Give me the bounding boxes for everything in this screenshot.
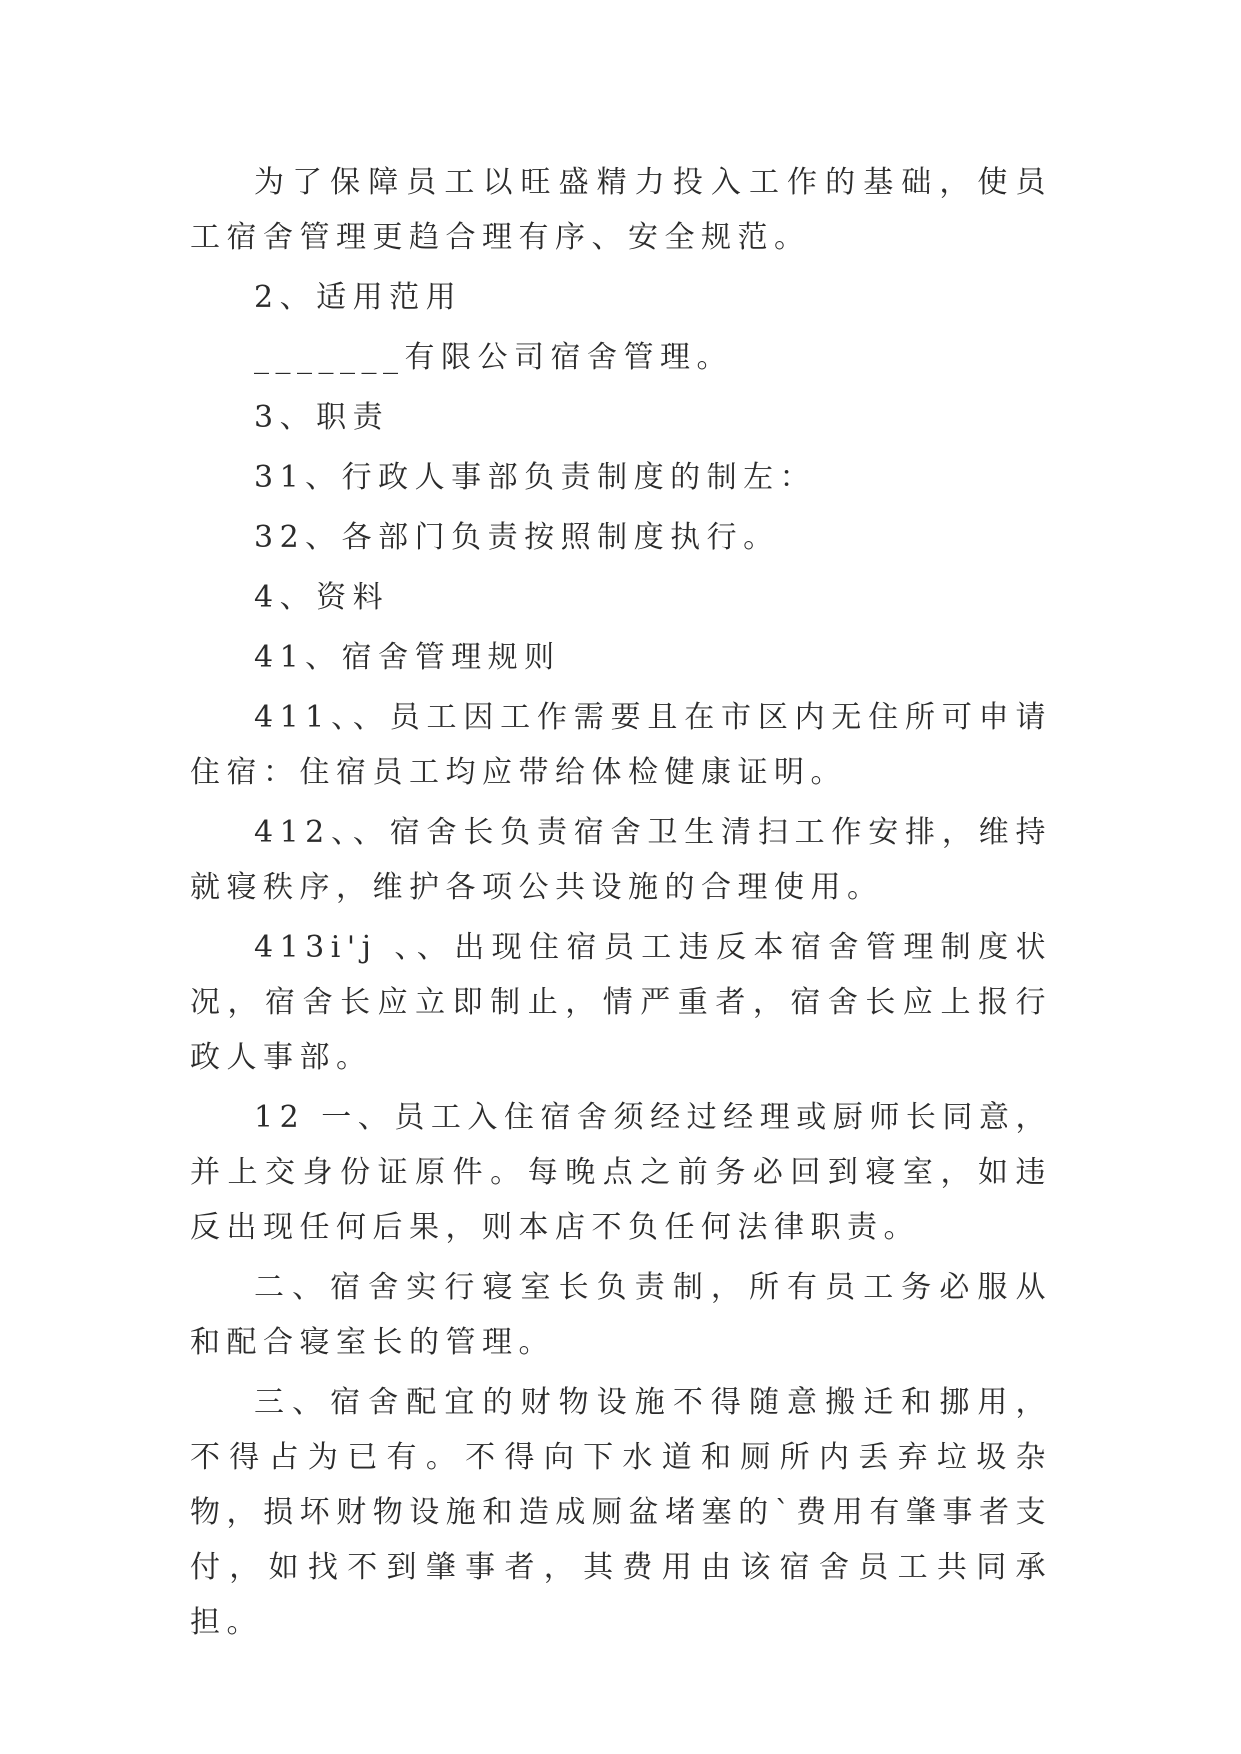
paragraph-rule-412: 412、、宿舍长负责宿舍卫生清扫工作安排，维持就寝秩序，维护各项公共设施的合理使用。: [190, 815, 1052, 905]
paragraph-rule-2: 二、宿舍实行寝室长负责制，所有员工务必服从和配合寝室长的管理。: [190, 1270, 1052, 1360]
heading-materials: 4、资料: [254, 580, 390, 615]
heading-dorm-rules: 41、宿舍管理规则: [254, 640, 561, 675]
document-body: [190, 155, 1052, 1655]
paragraph-rule-3: 三、宿舍配宜的财物设施不得随意搬迁和挪用，不得占为已有。不得向下水道和厕所内丢弃垃圾杂物，损坏财物设施和造成厕盆堵塞的`费用有肇事者支付，如找不到肇事者，其费用由该宿舍员工共同承担。: [190, 1385, 1052, 1640]
paragraph-rule-1: 12 一、员工入住宿舍须经过经理或厨师长同意，并上交身份证原件。每晚点之前务必回到寝室，如违反出现任何后果，则本店不负任何法律职责。: [190, 1100, 1052, 1245]
paragraph-purpose: 为了保障员工以旺盛精力投入工作的基础，使员工宿舍管理更趋合理有序、安全规范。: [190, 165, 1052, 255]
paragraph-duty-31: 31、行政人事部负责制度的制左：: [254, 460, 817, 495]
paragraph-duty-32: 32、各部门负责按照制度执行。: [254, 520, 780, 555]
heading-scope: 2、适用范用: [254, 280, 463, 315]
paragraph-rule-413: 413i'j 、、出现住宿员工违反本宿舍管理制度状况，宿舍长应立即制止，情严重者，宿舍长应上报行政人事部。: [190, 930, 1052, 1075]
paragraph-scope: _______有限公司宿舍管理。: [254, 340, 733, 375]
paragraph-rule-411: 411、、员工因工作需要且在市区内无住所可申请住宿：住宿员工均应带给体检健康证明。: [190, 700, 1052, 790]
heading-duties: 3、职责: [254, 400, 390, 435]
